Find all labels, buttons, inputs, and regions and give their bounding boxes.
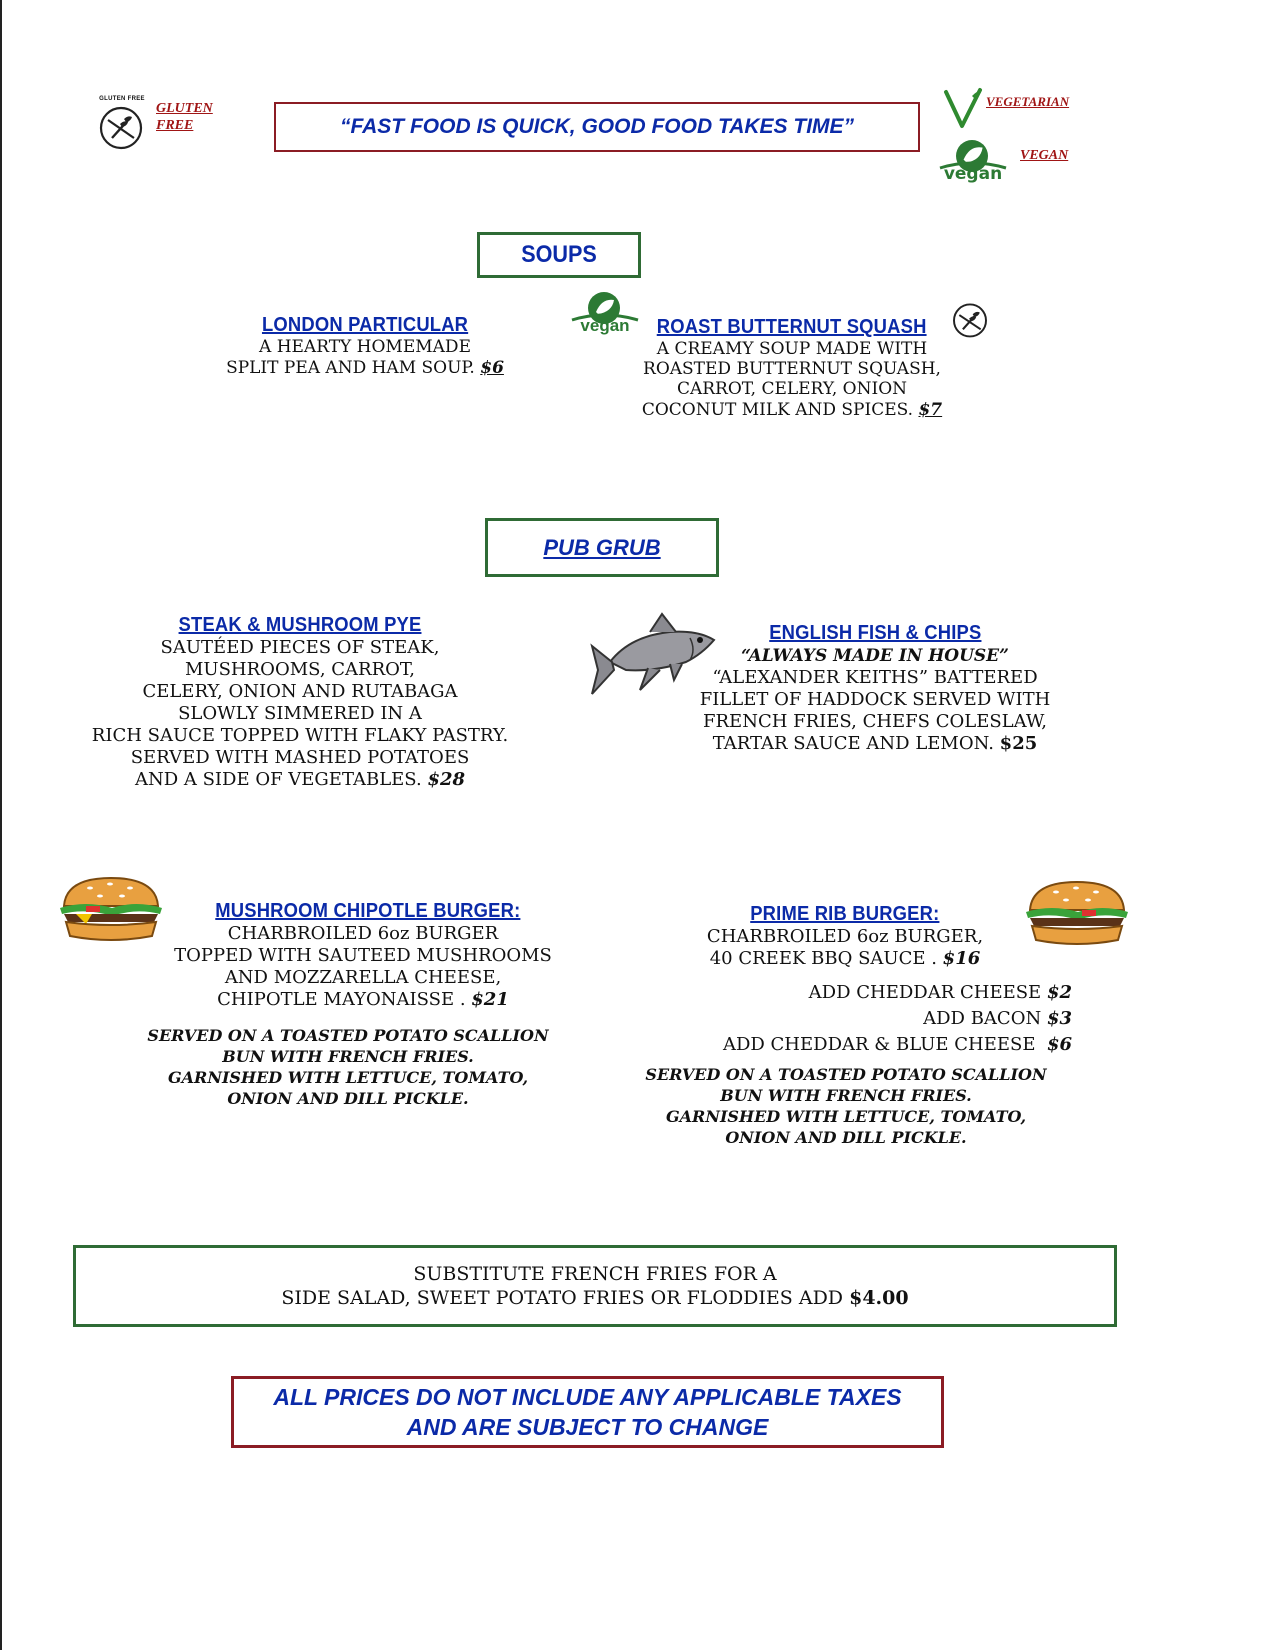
item-desc-line: SLOWLY SIMMERED IN A xyxy=(178,703,422,724)
legend-vegan xyxy=(938,138,1098,186)
item-price: $21 xyxy=(471,989,509,1010)
addon-label: ADD CHEDDAR & BLUE CHEESE xyxy=(722,1034,1036,1055)
addon-price: $3 xyxy=(1046,1008,1072,1029)
addon-label: ADD BACON xyxy=(923,1008,1042,1029)
item-desc-line: COCONUT MILK AND SPICES. xyxy=(641,400,914,420)
substitute-line: SUBSTITUTE FRENCH FRIES FOR A xyxy=(413,1263,777,1285)
soup-london-particular xyxy=(210,314,520,379)
item-mushroom-chipotle-burger xyxy=(118,900,578,1109)
disclaimer-box xyxy=(231,1376,944,1448)
served-line: BUN WITH FRENCH FRIES. xyxy=(222,1047,474,1066)
legend-gluten-free xyxy=(94,96,244,152)
item-desc-line: ROASTED BUTTERNUT SQUASH, xyxy=(643,359,941,379)
item-desc-line: 40 CREEK BBQ SAUCE . xyxy=(709,948,937,969)
served-line: GARNISHED WITH LETTUCE, TOMATO, xyxy=(167,1068,529,1087)
item-desc-line: RICH SAUCE TOPPED WITH FLAKY PASTRY. xyxy=(91,725,509,746)
item-desc-line-price xyxy=(118,989,578,1011)
item-desc-line: CELERY, ONION AND RUTABAGA xyxy=(142,681,458,702)
item-title: PRIME RIB BURGER: xyxy=(750,903,940,925)
served-line: BUN WITH FRENCH FRIES. xyxy=(720,1086,972,1105)
substitute-box xyxy=(73,1245,1117,1327)
item-title: LONDON PARTICULAR xyxy=(261,314,469,336)
vegan-label: VEGAN xyxy=(1020,148,1069,163)
item-desc-line: MUSHROOMS, CARROT, xyxy=(185,659,415,680)
vegetarian-v-icon xyxy=(942,86,986,130)
served-line: SERVED ON A TOASTED POTATO SCALLION xyxy=(645,1065,1047,1084)
gluten-free-badge-text: GLUTEN FREE xyxy=(99,96,145,102)
item-title: MUSHROOM CHIPOTLE BURGER: xyxy=(215,900,521,922)
item-desc-line: A CREAMY SOUP MADE WITH xyxy=(656,339,928,359)
item-desc-line-price xyxy=(40,769,560,791)
served-line: SERVED ON A TOASTED POTATO SCALLION xyxy=(147,1026,549,1045)
item-desc-line-price xyxy=(640,948,1050,970)
item-price: $28 xyxy=(427,769,466,790)
item-desc-line: FILLET OF HADDOCK SERVED WITH xyxy=(699,689,1051,710)
disclaimer-line: AND ARE SUBJECT TO CHANGE xyxy=(406,1414,769,1440)
soups-header-box xyxy=(477,232,641,278)
item-desc-line-price xyxy=(650,733,1100,755)
item-title: STEAK & MUSHROOM PYE xyxy=(178,614,422,636)
item-desc-line: SAUTÉED PIECES OF STEAK, xyxy=(160,637,440,658)
soup-roast-butternut-squash xyxy=(620,316,964,421)
addon-label: ADD CHEDDAR CHEESE xyxy=(808,982,1042,1003)
vegetarian-label: VEGETARIAN xyxy=(986,94,1070,109)
gluten-free-icon xyxy=(94,96,148,150)
item-desc-line: CHIPOTLE MAYONAISSE . xyxy=(217,989,466,1010)
item-tagline: “ALWAYS MADE IN HOUSE” xyxy=(741,646,1009,666)
gluten-free-label: GLUTEN FREE xyxy=(156,101,213,133)
served-line: ONION AND DILL PICKLE. xyxy=(725,1128,967,1147)
item-title: ROAST BUTTERNUT SQUASH xyxy=(657,316,927,338)
vegan-badge-text: vegan xyxy=(943,164,1003,184)
motto-box xyxy=(274,102,920,152)
disclaimer-line: ALL PRICES DO NOT INCLUDE ANY APPLICABLE TAXES xyxy=(273,1384,902,1410)
prime-rib-served xyxy=(614,1064,1078,1148)
item-desc-line: TARTAR SAUCE AND LEMON. xyxy=(712,733,994,754)
substitute-line-price xyxy=(281,1286,908,1310)
item-price: $6 xyxy=(480,358,504,378)
substitute-line: SIDE SALAD, SWEET POTATO FRIES OR FLODDIES ADD xyxy=(281,1287,844,1309)
item-desc-line: CARROT, CELERY, ONION xyxy=(676,379,908,399)
item-steak-mushroom-pye xyxy=(40,614,560,791)
motto-text: “FAST FOOD IS QUICK, GOOD FOOD TAKES TIME” xyxy=(339,115,855,138)
item-price: $7 xyxy=(918,400,943,420)
item-desc-line: “ALEXANDER KEITHS” BATTERED xyxy=(712,667,1038,688)
item-desc-line: TOPPED WITH SAUTEED MUSHROOMS xyxy=(174,945,552,966)
served-line: ONION AND DILL PICKLE. xyxy=(227,1089,469,1108)
item-desc-line: SERVED WITH MASHED POTATOES xyxy=(130,747,470,768)
vegan-badge-text: vegan xyxy=(580,316,630,335)
legend-vegetarian xyxy=(942,86,1092,130)
item-price: $16 xyxy=(942,948,981,969)
addon-price: $6 xyxy=(1046,1034,1072,1055)
item-desc-line: A HEARTY HOMEMADE xyxy=(259,337,471,357)
addon-price: $2 xyxy=(1046,982,1072,1003)
item-price: $25 xyxy=(999,733,1038,754)
item-desc-line: AND MOZZARELLA CHEESE, xyxy=(224,967,502,988)
page-left-border xyxy=(0,0,2,1650)
pub-grub-header: PUB GRUB xyxy=(543,534,661,560)
pub-grub-header-box xyxy=(485,518,719,577)
item-title: ENGLISH FISH & CHIPS xyxy=(768,622,982,644)
addon-row xyxy=(640,980,1072,1058)
substitute-price: $4.00 xyxy=(849,1287,909,1309)
item-english-fish-chips xyxy=(650,622,1100,755)
item-desc-line: CHARBROILED 6oz BURGER xyxy=(227,923,499,944)
item-desc-line: AND A SIDE OF VEGETABLES. xyxy=(134,769,422,790)
item-desc-line-price xyxy=(210,358,520,379)
item-desc-line-price xyxy=(620,399,964,421)
soups-header: SOUPS xyxy=(521,241,597,268)
served-line: GARNISHED WITH LETTUCE, TOMATO, xyxy=(665,1107,1027,1126)
item-desc-line: SPLIT PEA AND HAM SOUP. xyxy=(226,358,475,378)
item-prime-rib-burger xyxy=(640,903,1050,970)
item-desc-line: CHARBROILED 6oz BURGER, xyxy=(706,926,984,947)
item-desc-line: FRENCH FRIES, CHEFS COLESLAW, xyxy=(703,711,1047,732)
